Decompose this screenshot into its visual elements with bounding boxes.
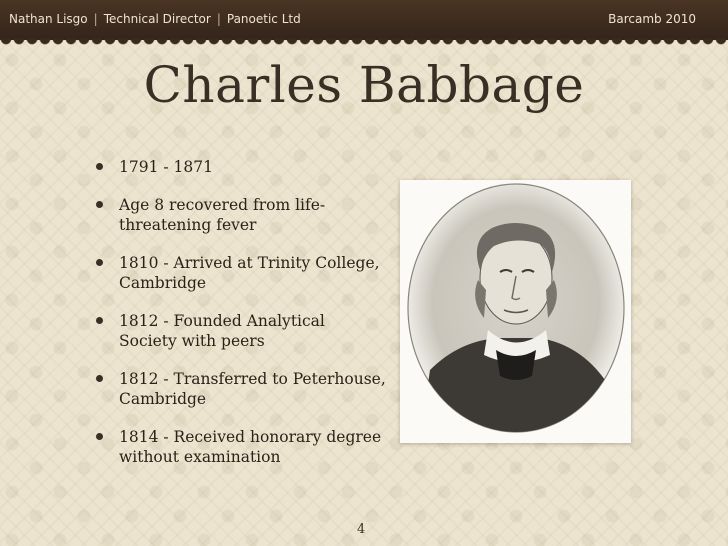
bullet-text: Society with peers	[119, 332, 265, 350]
event-name: Barcamb 2010	[608, 12, 696, 26]
bullet-text: threatening fever	[119, 216, 257, 234]
bullet-item	[96, 195, 376, 235]
presenter-info	[9, 12, 301, 26]
page-number: 4	[357, 522, 366, 537]
portrait-image	[400, 180, 631, 443]
portrait-engraving	[400, 180, 631, 443]
bullet-text: 1810 - Arrived at Trinity College,	[119, 254, 380, 272]
bullet-text: without examination	[119, 448, 281, 466]
bullet-text: 1814 - Received honorary degree	[119, 428, 382, 446]
header-separator: |	[93, 12, 98, 26]
bullet-text: 1812 - Transferred to Peterhouse,	[119, 370, 386, 388]
bullet-text: Cambridge	[119, 274, 207, 292]
header-bar	[0, 0, 728, 40]
bullet-text: Cambridge	[119, 390, 207, 408]
bullet-text: 1791 - 1871	[119, 158, 213, 176]
presenter-company: Panoetic Ltd	[226, 12, 301, 26]
presenter-role: Technical Director	[103, 12, 211, 26]
bullet-item	[96, 369, 386, 409]
bullet-text: 1812 - Founded Analytical	[119, 312, 325, 330]
bullet-item	[96, 253, 380, 293]
presenter-name: Nathan Lisgo	[9, 12, 88, 26]
bullet-list	[96, 157, 386, 485]
header-separator: |	[216, 12, 221, 26]
slide-title: Charles Babbage	[143, 56, 585, 114]
bullet-item	[96, 157, 376, 177]
bullet-item	[96, 311, 376, 351]
bullet-text: Age 8 recovered from life-	[119, 196, 326, 214]
bullet-item	[96, 427, 382, 467]
